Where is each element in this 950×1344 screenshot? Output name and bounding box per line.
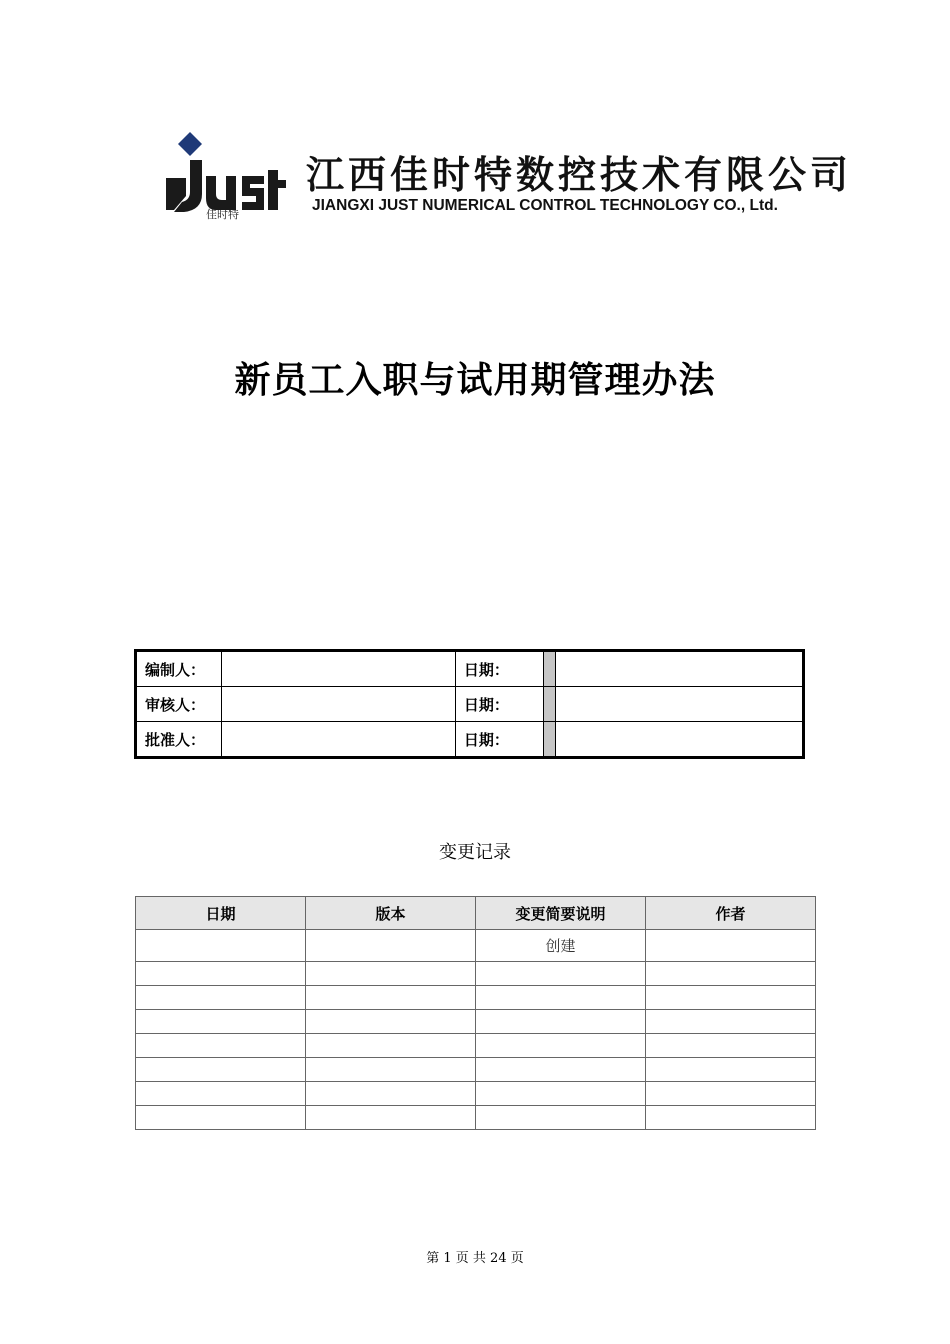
date-field[interactable]	[556, 722, 804, 758]
table-cell[interactable]	[306, 986, 476, 1010]
change-record-table	[135, 896, 816, 1130]
table-cell[interactable]	[136, 1058, 306, 1082]
author-field[interactable]	[221, 651, 455, 687]
table-cell[interactable]	[476, 1082, 646, 1106]
table-cell[interactable]	[646, 930, 816, 962]
table-row	[136, 1010, 816, 1034]
table-row	[136, 930, 816, 962]
table-cell[interactable]	[646, 1058, 816, 1082]
table-cell[interactable]	[646, 1106, 816, 1130]
date-field[interactable]	[556, 687, 804, 722]
table-cell[interactable]	[476, 1058, 646, 1082]
table-row	[136, 1106, 816, 1130]
table-row	[136, 962, 816, 986]
document-title: 新员工入职与试用期管理办法	[234, 360, 716, 401]
table-cell[interactable]	[306, 1034, 476, 1058]
table-cell[interactable]	[136, 1082, 306, 1106]
approver-label: 批准人：	[136, 722, 222, 758]
table-cell[interactable]	[476, 962, 646, 986]
table-cell[interactable]	[136, 962, 306, 986]
company-logo	[160, 130, 290, 220]
change-record-title: 变更记录	[439, 842, 511, 863]
svg-text:佳时特: 佳时特	[206, 208, 239, 220]
table-cell[interactable]	[306, 962, 476, 986]
table-cell[interactable]	[136, 1106, 306, 1130]
date-shade	[543, 651, 556, 687]
column-header: 版本	[306, 897, 476, 930]
table-row	[136, 1058, 816, 1082]
table-cell[interactable]	[476, 1034, 646, 1058]
table-header-row	[136, 897, 816, 930]
table-cell[interactable]	[476, 986, 646, 1010]
table-cell[interactable]	[476, 1106, 646, 1130]
table-cell[interactable]	[306, 1082, 476, 1106]
table-cell[interactable]	[306, 1010, 476, 1034]
table-cell[interactable]	[306, 1106, 476, 1130]
table-cell[interactable]	[306, 930, 476, 962]
approval-table	[134, 649, 805, 759]
author-label: 编制人：	[136, 651, 222, 687]
reviewer-label: 审核人：	[136, 687, 222, 722]
column-header: 日期	[136, 897, 306, 930]
column-header: 作者	[646, 897, 816, 930]
approval-row-author	[136, 651, 804, 687]
reviewer-field[interactable]	[221, 687, 455, 722]
column-header: 变更简要说明	[476, 897, 646, 930]
approval-row-approver	[136, 722, 804, 758]
table-cell[interactable]	[136, 1010, 306, 1034]
table-row	[136, 1082, 816, 1106]
date-shade	[543, 722, 556, 758]
date-field[interactable]	[556, 651, 804, 687]
table-cell[interactable]	[646, 986, 816, 1010]
table-cell[interactable]	[646, 1082, 816, 1106]
table-cell[interactable]	[476, 1010, 646, 1034]
table-cell[interactable]	[136, 1034, 306, 1058]
table-cell[interactable]: 创建	[476, 930, 646, 962]
date-shade	[543, 687, 556, 722]
company-name-en: JIANGXI JUST NUMERICAL CONTROL TECHNOLOGY CO., Ltd.	[312, 197, 778, 214]
table-row	[136, 1034, 816, 1058]
table-cell[interactable]	[136, 986, 306, 1010]
table-cell[interactable]	[306, 1058, 476, 1082]
table-row	[136, 986, 816, 1010]
date-label: 日期：	[455, 687, 543, 722]
table-cell[interactable]	[646, 1010, 816, 1034]
date-label: 日期：	[455, 651, 543, 687]
date-label: 日期：	[455, 722, 543, 758]
page-number: 第 1 页 共 24 页	[426, 1251, 524, 1266]
approval-row-reviewer	[136, 687, 804, 722]
table-cell[interactable]	[646, 962, 816, 986]
table-cell[interactable]	[136, 930, 306, 962]
company-name-cn: 江西佳时特数控技术有限公司	[306, 152, 853, 197]
approver-field[interactable]	[221, 722, 455, 758]
table-cell[interactable]	[646, 1034, 816, 1058]
